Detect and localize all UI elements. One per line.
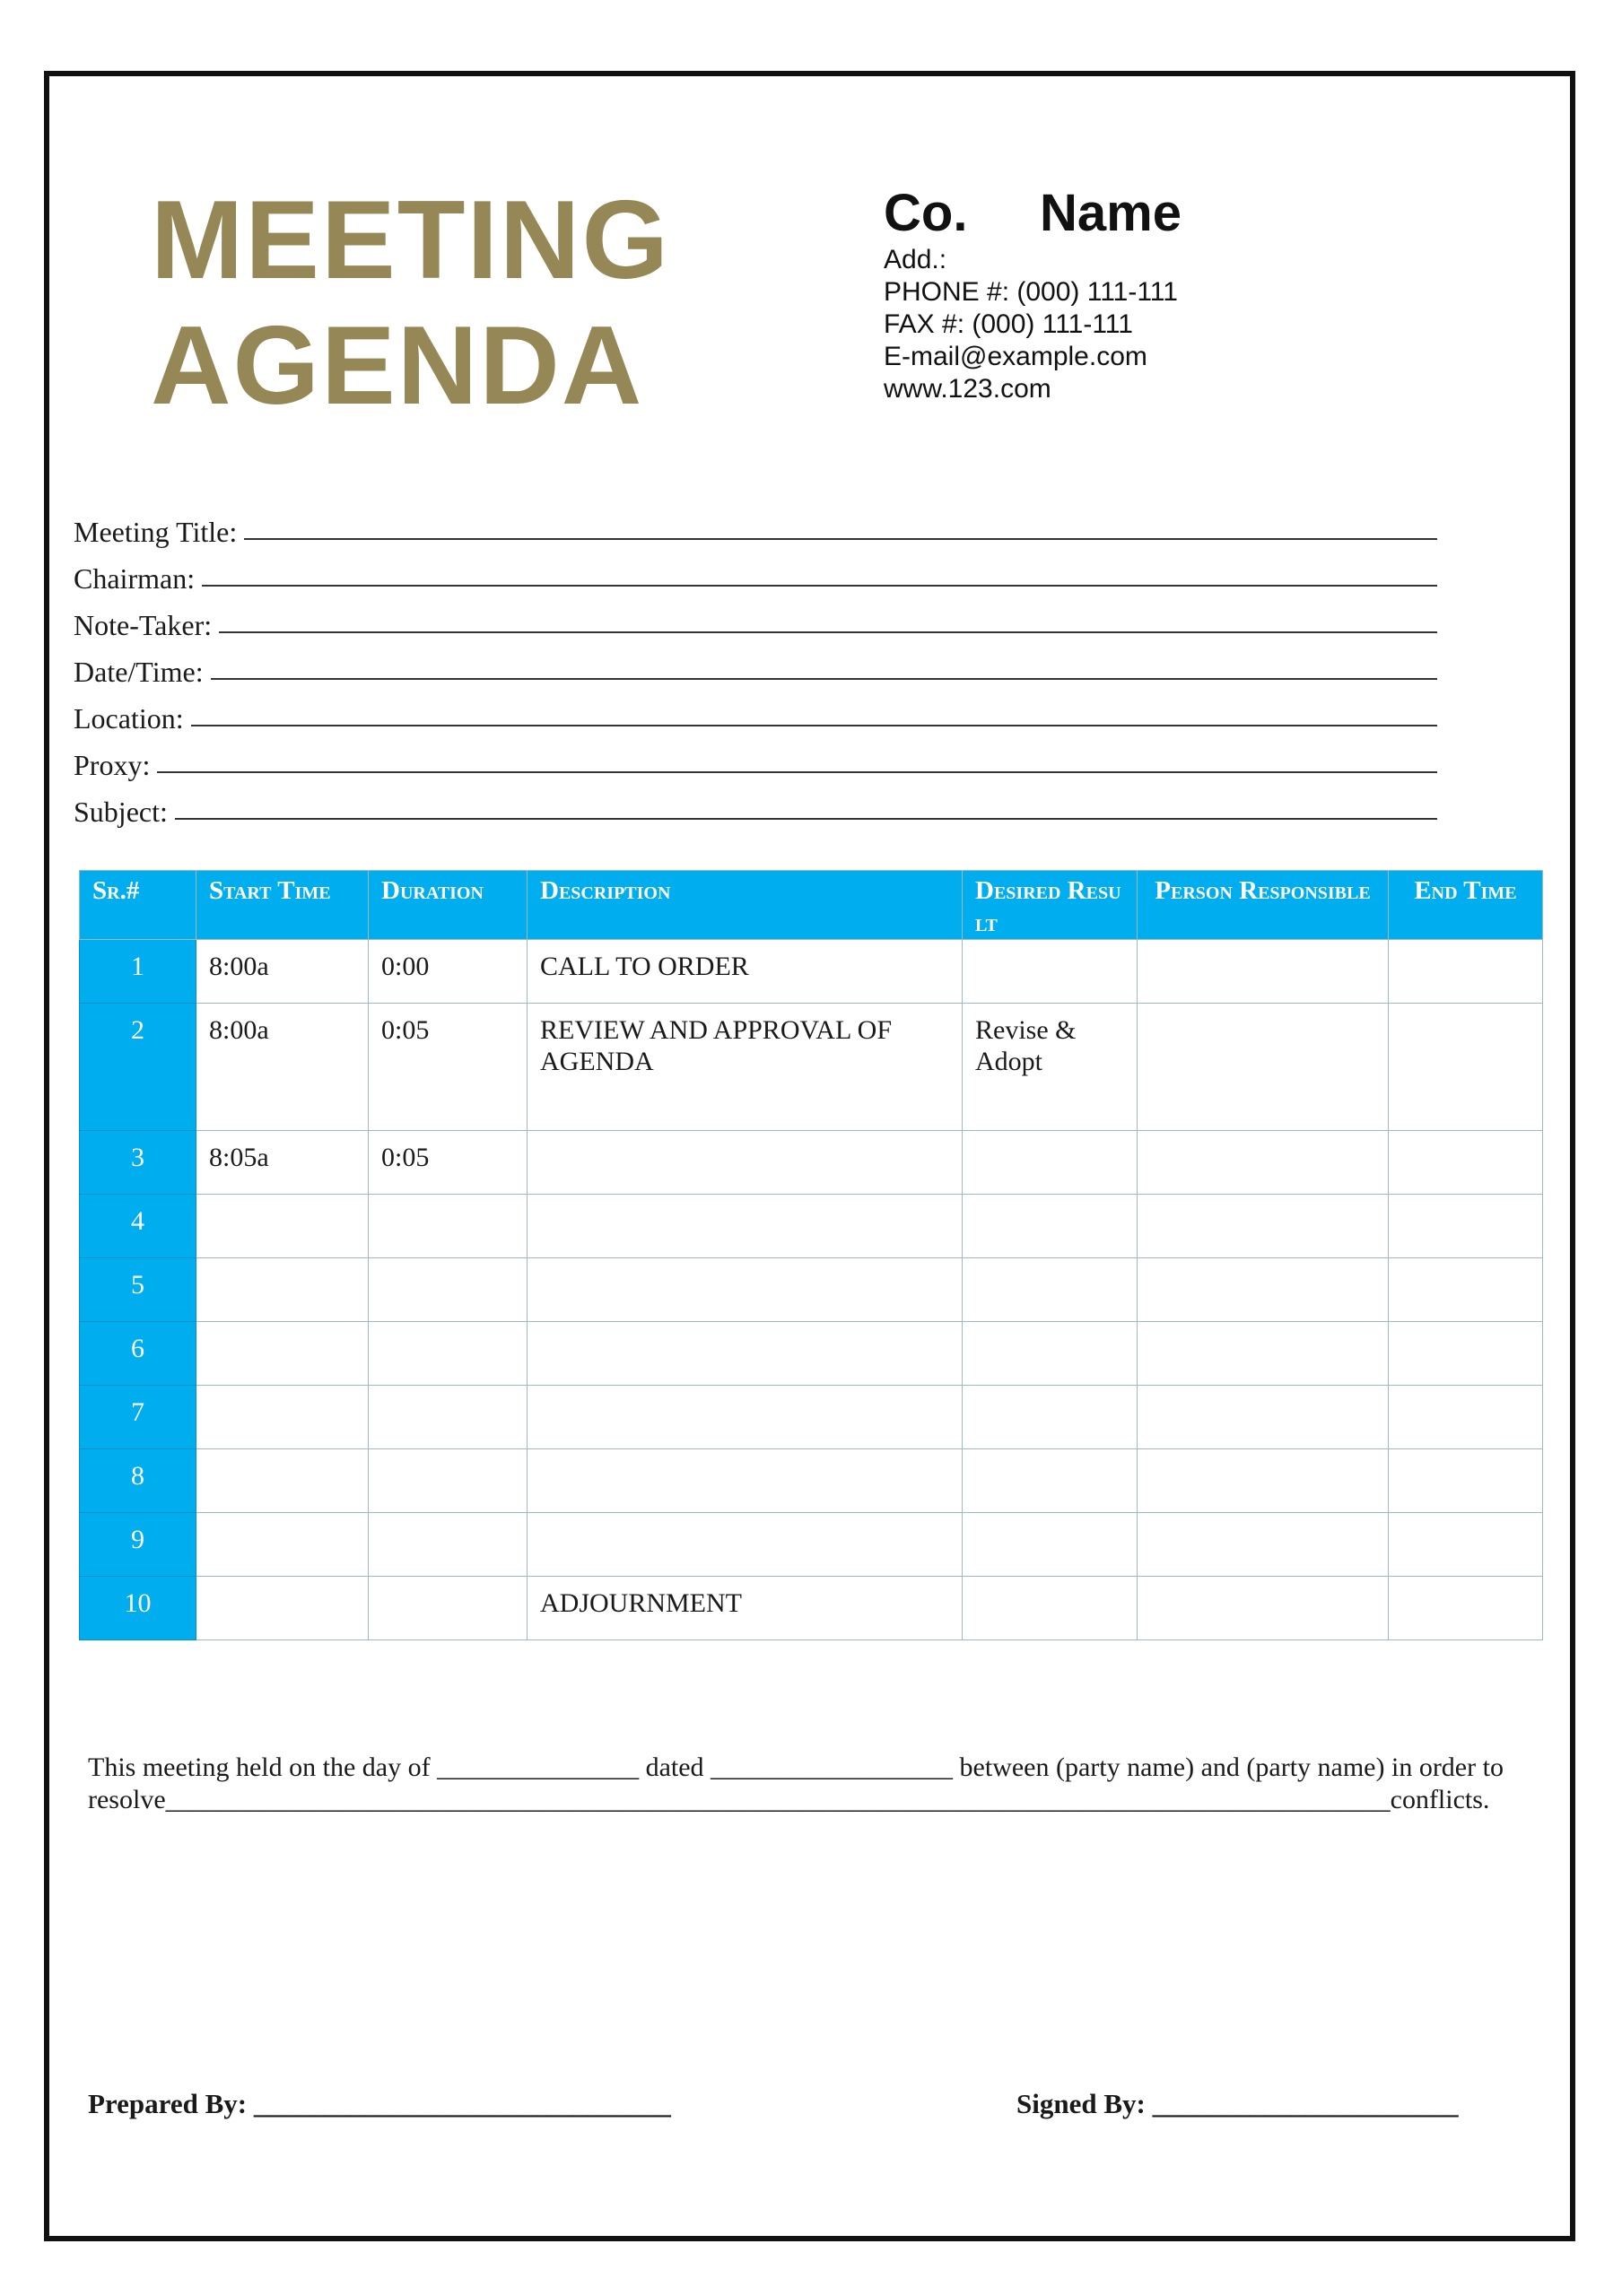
proxy-field [74,735,1437,782]
address-line: Add.: [884,245,947,274]
description-cell[interactable]: CALL TO ORDER [528,940,963,1004]
description-cell[interactable] [528,1322,963,1386]
desired-result-cell[interactable] [963,1386,1138,1449]
meeting-statement: This meeting held on the day of _______________ dated __________________ between (party name) and (party name) in order to resolve___________________________________________________________________________________________conflicts. [88,1752,1504,1814]
start-time-cell[interactable] [196,1322,369,1386]
field-label: Proxy: [74,749,151,781]
sr-cell: 6 [80,1322,196,1386]
desired-result-cell[interactable] [963,1449,1138,1513]
desired-result-cell[interactable] [963,1258,1138,1322]
person-responsible-cell[interactable] [1138,1386,1389,1449]
duration-cell[interactable]: 0:05 [369,1004,528,1131]
end-time-cell[interactable] [1389,1131,1543,1195]
company-contact-block [884,244,1178,405]
desired-result-cell[interactable] [963,1322,1138,1386]
desired-result-cell[interactable] [963,940,1138,1004]
company-name: Co. Name [884,184,1182,242]
signed-by-signature: Signed By: ______________________ [1016,2088,1459,2119]
field-label: Chairman: [74,562,196,595]
end-time-cell[interactable] [1389,1386,1543,1449]
sr-cell: 7 [80,1386,196,1449]
person-responsible-cell[interactable] [1138,1449,1389,1513]
field-label: Date/Time: [74,656,204,688]
table-row [80,1131,1543,1195]
end-time-cell[interactable] [1389,1195,1543,1258]
prepared-by-signature: Prepared By: ______________________________ [88,2088,671,2119]
sr-cell: 9 [80,1513,196,1577]
duration-cell[interactable] [369,1386,528,1449]
person-responsible-cell[interactable] [1138,1131,1389,1195]
duration-cell[interactable] [369,1513,528,1577]
end-time-cell[interactable] [1389,1577,1543,1640]
start-time-cell[interactable]: 8:00a [196,940,369,1004]
desired-result-cell[interactable]: Revise & Adopt [963,1004,1138,1131]
column-header: Desired Result [963,871,1138,940]
table-header-row [80,871,1543,940]
start-time-cell[interactable]: 8:05a [196,1131,369,1195]
start-time-cell[interactable] [196,1258,369,1322]
person-responsible-cell[interactable] [1138,1195,1389,1258]
person-responsible-cell[interactable] [1138,1258,1389,1322]
website-line: www.123.com [884,374,1051,404]
note-taker-field [74,596,1437,642]
column-header: Sr.# [80,871,196,940]
duration-cell[interactable] [369,1449,528,1513]
end-time-cell[interactable] [1389,1004,1543,1131]
table-row [80,1577,1543,1640]
fill-line[interactable] [191,725,1437,726]
end-time-cell[interactable] [1389,1449,1543,1513]
fill-line[interactable] [202,585,1437,587]
sr-cell: 3 [80,1131,196,1195]
start-time-cell[interactable] [196,1513,369,1577]
document-title-line-1: MEETING [151,178,670,302]
sr-cell: 4 [80,1195,196,1258]
sr-cell: 8 [80,1449,196,1513]
description-cell[interactable] [528,1195,963,1258]
fill-line[interactable] [157,771,1437,773]
field-label: Location: [74,702,184,735]
table-row [80,1258,1543,1322]
end-time-cell[interactable] [1389,1258,1543,1322]
meeting-info-fields [74,502,1437,829]
start-time-cell[interactable] [196,1577,369,1640]
description-cell[interactable] [528,1449,963,1513]
date-time-field [74,642,1437,689]
duration-cell[interactable] [369,1577,528,1640]
field-label: Meeting Title: [74,516,238,548]
description-cell[interactable] [528,1513,963,1577]
description-cell[interactable] [528,1131,963,1195]
table-row [80,1004,1543,1131]
desired-result-cell[interactable] [963,1131,1138,1195]
field-label: Subject: [74,796,168,828]
description-cell[interactable]: ADJOURNMENT [528,1577,963,1640]
end-time-cell[interactable] [1389,1513,1543,1577]
duration-cell[interactable]: 0:00 [369,940,528,1004]
description-cell[interactable] [528,1386,963,1449]
sr-cell: 2 [80,1004,196,1131]
agenda-table [79,870,1543,1640]
column-header: Person Responsible [1138,871,1389,940]
person-responsible-cell[interactable] [1138,1322,1389,1386]
fill-line[interactable] [244,538,1437,540]
sr-cell: 10 [80,1577,196,1640]
person-responsible-cell[interactable] [1138,940,1389,1004]
location-field [74,689,1437,735]
fill-line[interactable] [219,631,1437,633]
end-time-cell[interactable] [1389,940,1543,1004]
sr-cell: 1 [80,940,196,1004]
field-label: Note-Taker: [74,609,213,641]
desired-result-cell[interactable] [963,1513,1138,1577]
person-responsible-cell[interactable] [1138,1577,1389,1640]
document-title-line-2: AGENDA [151,304,644,428]
phone-line: PHONE #: (000) 111-111 [884,277,1178,307]
fill-line[interactable] [175,818,1437,820]
description-cell[interactable] [528,1258,963,1322]
start-time-cell[interactable] [196,1386,369,1449]
description-cell[interactable]: REVIEW AND APPROVAL OF AGENDA [528,1004,963,1131]
duration-cell[interactable] [369,1195,528,1258]
start-time-cell[interactable]: 8:00a [196,1004,369,1131]
table-row [80,940,1543,1004]
chairman-field [74,549,1437,596]
subject-field [74,782,1437,829]
start-time-cell[interactable] [196,1449,369,1513]
fax-line: FAX #: (000) 111-111 [884,309,1133,339]
sr-cell: 5 [80,1258,196,1322]
table-row [80,1513,1543,1577]
column-header: Duration [369,871,528,940]
fill-line[interactable] [211,678,1437,680]
person-responsible-cell[interactable] [1138,1004,1389,1131]
table-row [80,1195,1543,1258]
meeting-title-field [74,502,1437,549]
person-responsible-cell[interactable] [1138,1513,1389,1577]
desired-result-cell[interactable] [963,1195,1138,1258]
duration-cell[interactable]: 0:05 [369,1131,528,1195]
duration-cell[interactable] [369,1322,528,1386]
column-header: Start Time [196,871,369,940]
duration-cell[interactable] [369,1258,528,1322]
table-row [80,1386,1543,1449]
table-row [80,1449,1543,1513]
table-row [80,1322,1543,1386]
end-time-cell[interactable] [1389,1322,1543,1386]
desired-result-cell[interactable] [963,1577,1138,1640]
column-header: Description [528,871,963,940]
column-header: End Time [1389,871,1543,940]
start-time-cell[interactable] [196,1195,369,1258]
email-line: E-mail@example.com [884,342,1147,371]
